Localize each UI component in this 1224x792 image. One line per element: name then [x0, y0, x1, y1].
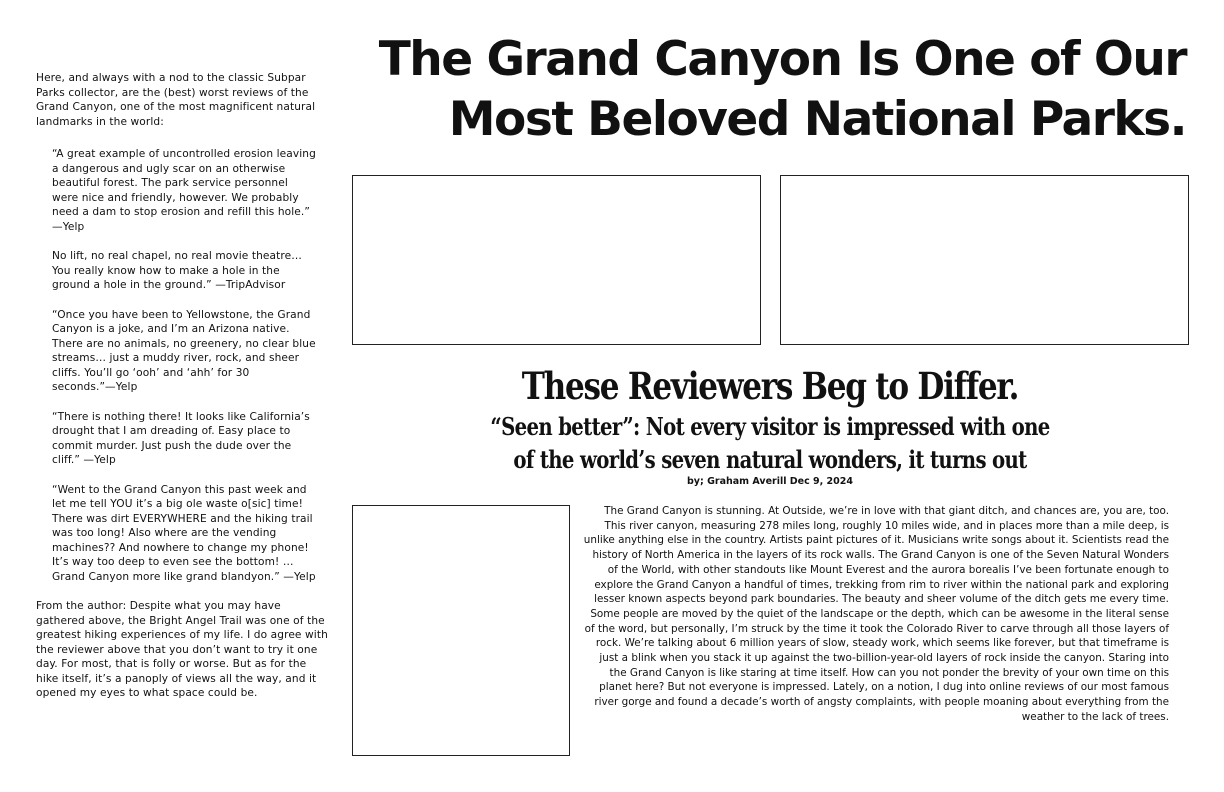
- page-headline: The Grand Canyon Is One of Our Most Beloved National Parks.: [378, 32, 1186, 147]
- review-quote-5: “Went to the Grand Canyon this past week and let me tell YOU it’s a big ole waste o[sic] time! There was dirt EVERYWHERE and the hiking trail was too long! Also where are the vending machines?? And nowhere to change my phone! It’s way too deep to even see the bottom! …Grand Canyon more like grand blandyon.” —Yelp: [52, 483, 316, 583]
- image-placeholder-bottom-left: [352, 505, 570, 756]
- reviews-column: [36, 71, 332, 701]
- intro-paragraph: Here, and always with a nod to the classic Subpar Parks collector, are the (best) worst reviews of the Grand Canyon, one of the most magnificent natural landmarks in the world:: [36, 72, 316, 128]
- review-quote-3: “Once you have been to Yellowstone, the Grand Canyon is a joke, and I’m an Arizona native. There are no animals, no greenery, no clear blue streams… just a muddy river, rock, and sheer cliffs. You’ll go ‘ooh’ and ‘ahh’ for 30 seconds.”—Yelp: [52, 308, 316, 393]
- author-note: From the author: Despite what you may have gathered above, the Bright Angel Trail was one of the greatest hiking experiences of my life. I do agree with the reviewer above that you don’t want to try it one day. For most, that is folly or worse. But as for the hike itself, it’s a panoply of views all the way, and it opened my eyes to what space could be.: [36, 600, 328, 699]
- article-body: The Grand Canyon is stunning. At Outside, we’re in love with that giant ditch, and chances are, you are, too. This river canyon, measuring 278 miles long, roughly 10 miles wide, and in places more than a mile deep, is unlike anything else in the country. Artists paint pictures of it. Musicians write songs about it. Scientists read the history of North America in the layers of its rock walls. The Grand Canyon is one of the Seven Natural Wonders of the World, with other standouts like Mount Everest and the aurora borealis I’ve been fortunate enough to explore the Grand Canyon a handful of times, trekking from rim to river within the national park and exploring lesser known aspects beyond park boundaries. The beauty and sheer volume of the ditch gets me every time. Some people are moved by the quiet of the landscape or the depth, which can be awesome in the literal sense of the word, but personally, I’m struck by the time it took the Colorado River to carve through all those layers of rock. We’re talking about 6 million years of slow, steady work, which seems like forever, but that timeframe is just a blink when you stack it up against the two-billion-year-old layers of rock inside the canyon. Staring into the Grand Canyon is like staring at time itself. How can you not ponder the brevity of your own time on this planet here? But not everyone is impressed. Lately, on a notion, I dug into online reviews of our most famous river gorge and found a decade’s worth of angsty complaints, with people moaning about everything from the weather to the lack of trees.: [583, 505, 1169, 723]
- image-placeholder-top-right: [780, 175, 1189, 345]
- review-quote-4: “There is nothing there! It looks like California’s drought that I am dreading of. Easy place to commit murder. Just push the dude over the cliff.” —Yelp: [52, 410, 310, 466]
- review-quote-1: “A great example of uncontrolled erosion leaving a dangerous and ugly scar on an otherwise beautiful forest. The park service personnel were nice and friendly, however. We probably need a dam to stop erosion and refill this hole.” —Yelp: [52, 148, 316, 233]
- review-quote-2: No lift, no real chapel, no real movie theatre… You really know how to make a hole in the ground a hole in the ground.” —TripAdvisor: [52, 250, 302, 291]
- subheadline: These Reviewers Beg to Differ.: [521, 364, 1019, 408]
- byline: by; Graham Averill Dec 9, 2024: [686, 476, 854, 487]
- deck-text: “Seen better”: Not every visitor is impressed with one of the world’s seven natural wonders, it turns out: [490, 412, 1050, 474]
- image-placeholder-top-left: [352, 175, 761, 345]
